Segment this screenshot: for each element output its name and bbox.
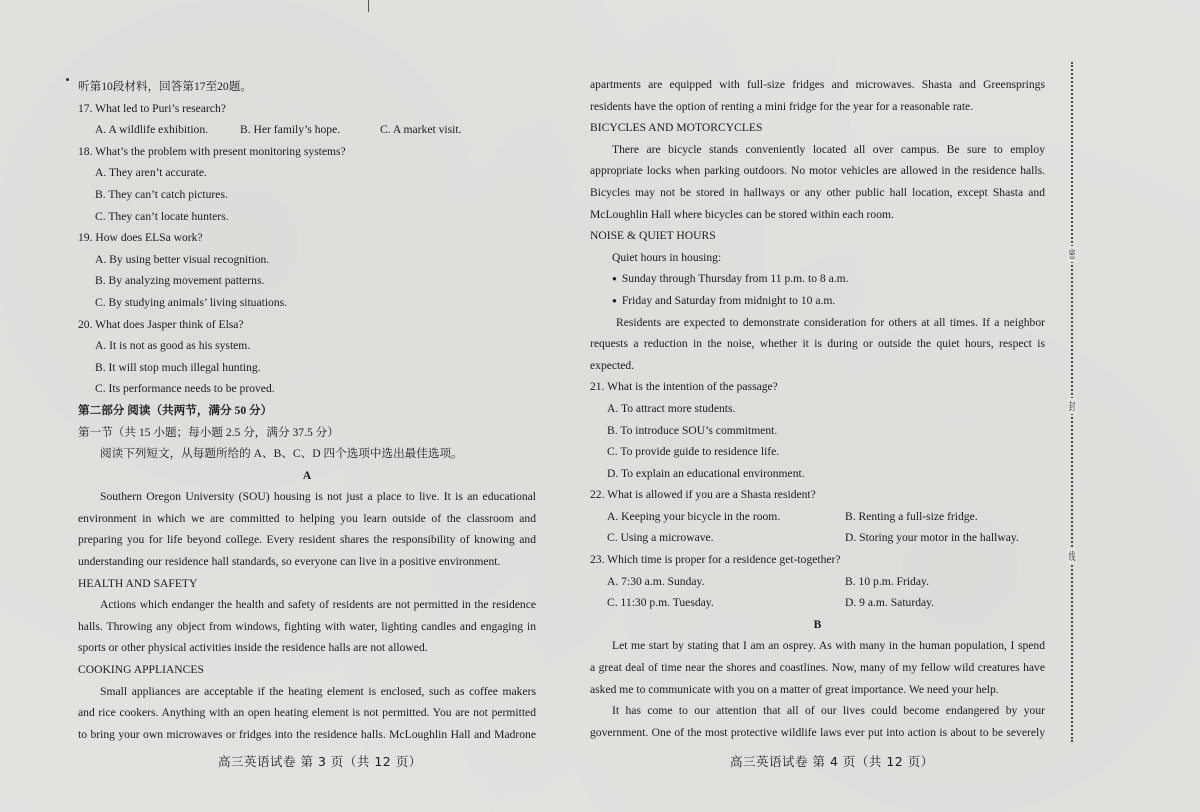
passage-b-p2-line2: government. One of the most protective wildlife laws ever put into action is about to be severely — [590, 725, 1045, 739]
passage-a-p3-line2: and rice cookers. Anything with an open heating element is not permitted. You are not permitted — [78, 706, 536, 720]
quiet-hours-bullet-1: ● Sunday through Thursday from 11 p.m. to 8 a.m. — [590, 268, 1045, 290]
q23-option-b: B. 10 p.m. Friday. — [845, 574, 929, 588]
q22-options-row2 — [590, 527, 1045, 549]
q22-option-a: A. Keeping your bicycle in the room. — [607, 509, 781, 523]
q17-option-c: C. A market visit. — [380, 123, 462, 137]
binding-label-close: 封 — [1068, 400, 1076, 413]
passage-a-p3-line4: apartments are equipped with full-size fridges and microwaves. Shasta and Greensprings — [590, 78, 1045, 91]
quiet-hours-bullet-2: ● Friday and Saturday from midnight to 10 a.m. — [590, 290, 1045, 312]
right-column — [590, 74, 1045, 743]
passage-a-p4-line3: Bicycles may not be stored in hallways or any other public hall location, except Shasta and — [590, 185, 1045, 199]
scan-dot — [66, 78, 69, 81]
passage-a-p5-line3: expected. — [590, 358, 635, 372]
q17-option-a: A. A wildlife exhibition. — [95, 123, 209, 137]
passage-a-p2-line3: sports or other physical activities inside the residence halls are not allowed. — [78, 641, 428, 655]
reading-instruction: 阅读下列短文，从每题所给的 A、B、C、D 四个选项中选出最佳选项。 — [100, 447, 463, 461]
passage-b-p1-line1: Let me start by stating that I am an osprey. As with many in the human population, I spend — [612, 639, 1045, 653]
passage-a-p1-line1: Southern Oregon University (SOU) housing is not just a place to live. It is an educational — [100, 490, 536, 504]
q22-option-d: D. Storing your motor in the hallway. — [845, 531, 1019, 545]
q23-options-row2 — [590, 592, 1045, 614]
q19-option-a: A. By using better visual recognition. — [95, 252, 270, 266]
passage-a-p1-line3: preparing you for life beyond college. Every resident shares the responsibility of knowing and — [78, 533, 536, 547]
question-18-stem: 18. What’s the problem with present monitoring systems? — [78, 144, 346, 158]
question-23-stem: 23. Which time is proper for a residence get-together? — [590, 553, 841, 567]
part-two-heading: 第二部分 阅读（共两节，满分 50 分） — [78, 403, 273, 417]
passage-a-label: A — [302, 468, 312, 482]
passage-a-p4-line2: appropriate locks when parking outdoors. No motor vehicles are allowed in the residence halls. — [590, 164, 1045, 178]
passage-b-p2-line1: It has come to our attention that all of our lives could become endangered by your — [612, 704, 1045, 718]
scan-mark — [368, 0, 369, 12]
question-21-stem: 21. What is the intention of the passage? — [590, 380, 778, 394]
q21-option-b: B. To introduce SOU’s commitment. — [607, 423, 778, 437]
binding-label-seal: 密 — [1068, 248, 1076, 261]
passage-a-p3-line1: Small appliances are acceptable if the heating element is enclosed, such as coffee makers — [100, 684, 536, 698]
passage-a-p3-line5: residents have the option of renting a mini fridge for the year for a reasonable rate. — [590, 99, 974, 113]
passage-b-label: B — [813, 617, 822, 631]
q21-option-a: A. To attract more students. — [607, 401, 736, 415]
heading-health-safety: HEALTH AND SAFETY — [78, 576, 198, 590]
passage-b-p1-line3: asked me to communicate with you on a matter of great importance. We need your help. — [590, 682, 999, 696]
q23-option-a: A. 7:30 a.m. Sunday. — [607, 574, 705, 588]
passage-a-p4-line1: There are bicycle stands conveniently located all over campus. Be sure to employ — [612, 142, 1045, 156]
q20-option-b: B. It will stop much illegal hunting. — [95, 360, 261, 374]
question-17-stem: 17. What led to Puri’s research? — [78, 101, 226, 115]
section-one-heading: 第一节（共 15 小题；每小题 2.5 分，满分 37.5 分） — [78, 425, 339, 439]
question-17-options — [78, 119, 536, 141]
passage-a-p1-line2: environment in which we are committed to helping you learn outside of the classroom and — [78, 511, 536, 525]
q21-option-d: D. To explain an educational environment. — [607, 466, 805, 480]
q18-option-a: A. They aren’t accurate. — [95, 166, 207, 180]
q18-option-c: C. They can’t locate hunters. — [95, 209, 229, 223]
q22-option-c: C. Using a microwave. — [607, 531, 714, 545]
q23-option-c: C. 11:30 p.m. Tuesday. — [607, 596, 714, 610]
question-22-stem: 22. What is allowed if you are a Shasta resident? — [590, 488, 816, 502]
question-20-stem: 20. What does Jasper think of Elsa? — [78, 317, 244, 331]
passage-a-p3-line3: to bring your own microwaves or fridges into the residence halls. McLoughlin Hall and Madrone — [78, 727, 536, 741]
q21-option-c: C. To provide guide to residence life. — [607, 445, 780, 459]
q22-options-row1 — [590, 506, 1045, 528]
q17-option-b: B. Her family’s hope. — [240, 123, 341, 137]
question-19-stem: 19. How does ELSa work? — [78, 231, 203, 245]
passage-a-p2-line1: Actions which endanger the health and safety of residents are not permitted in the residence — [100, 598, 536, 612]
footer-page-3: 高三英语试卷 第 3 页（共 12 页） — [218, 754, 422, 769]
q18-option-b: B. They can’t catch pictures. — [95, 187, 228, 201]
heading-cooking-appliances: COOKING APPLIANCES — [78, 663, 204, 677]
passage-a-p1-line4: understanding our residence hall standards, so everyone can live in a positive environment. — [78, 555, 501, 569]
listening-instruction: 听第10段材料，回答第17至20题。 — [78, 80, 252, 93]
q20-option-c: C. Its performance needs to be proved. — [95, 382, 275, 396]
passage-b-p1-line2: a great deal of time near the shores and coastlines. Now, many of my fellow wild creatures have — [590, 661, 1045, 675]
footer-page-4: 高三英语试卷 第 4 页（共 12 页） — [730, 754, 934, 769]
left-column — [78, 76, 536, 745]
heading-bicycles-motorcycles: BICYCLES AND MOTORCYCLES — [590, 121, 763, 135]
passage-a-p5-line2: requests a reduction in the noise, whether it is during or outside the quiet hours, respect is — [590, 337, 1045, 351]
passage-a-p4-line4: McLoughlin Hall where bicycles can be stored within each room. — [590, 207, 894, 221]
quiet-hours-intro: Quiet hours in housing: — [612, 250, 722, 264]
binding-label-line: 线 — [1068, 550, 1076, 563]
q22-option-b: B. Renting a full-size fridge. — [845, 509, 978, 523]
q19-option-c: C. By studying animals’ living situations. — [95, 295, 288, 309]
heading-noise-quiet-hours: NOISE & QUIET HOURS — [590, 229, 716, 243]
q23-options-row1 — [590, 571, 1045, 593]
q19-option-b: B. By analyzing movement patterns. — [95, 274, 265, 288]
q20-option-a: A. It is not as good as his system. — [95, 339, 251, 353]
passage-a-p5-line1: Residents are expected to demonstrate consideration for others at all times. If a neighbor — [616, 315, 1045, 329]
passage-a-p2-line2: halls. Throwing any object from windows, fighting with water, lighting candles and engaging in — [78, 619, 536, 633]
q23-option-d: D. 9 a.m. Saturday. — [845, 596, 935, 610]
